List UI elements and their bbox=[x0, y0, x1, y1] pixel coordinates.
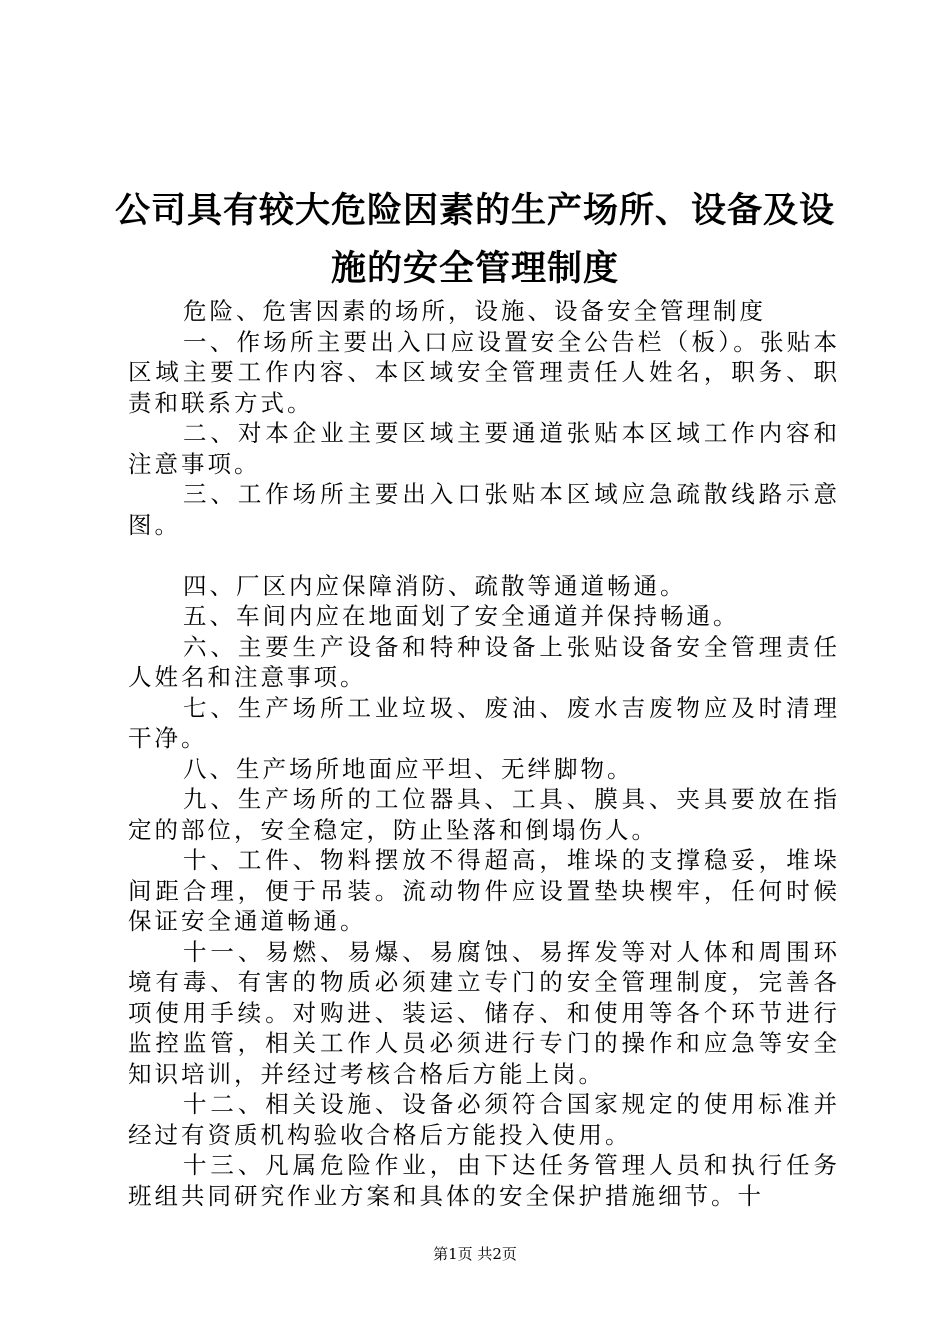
paragraph-8: 八、生产场所地面应平坦、无绊脚物。 bbox=[183, 754, 634, 783]
paragraph-intro: 危险、危害因素的场所，设施、设备安全管理制度 bbox=[183, 297, 766, 325]
page-footer: 第1页 共2页 bbox=[433, 1245, 517, 1263]
paragraph-9: 九、生产场所的工位器具、工具、膜具、夹具要放在指定的部位，安全稳定，防止坠落和倒塌伤人。 bbox=[128, 785, 840, 844]
title-line-2: 施的安全管理制度 bbox=[330, 248, 619, 289]
paragraph-7: 七、生产场所工业垃圾、废油、废水吉废物应及时清理干净。 bbox=[128, 693, 840, 752]
paragraph-13: 十三、凡属危险作业，由下达任务管理人员和执行任务班组共同研究作业方案和具体的安全保护措施细节。十 bbox=[128, 1151, 840, 1210]
paragraph-11: 十一、易燃、易爆、易腐蚀、易挥发等对人体和周围环境有毒、有害的物质必须建立专门的安全管理制度，完善各项使用手续。对购进、装运、储存、和使用等各个环节进行监控监管，相关工作人员必须进行专门的操作和应急等安全知识培训，并经过考核合格后方能上岗。 bbox=[128, 937, 840, 1088]
document-title bbox=[110, 182, 840, 298]
paragraph-1: 一、作场所主要出入口应设置安全公告栏（板）。张贴本区域主要工作内容、本区域安全管理责任人姓名，职务、职责和联系方式。 bbox=[128, 327, 840, 417]
paragraph-6: 六、主要生产设备和特种设备上张贴设备安全管理责任人姓名和注意事项。 bbox=[128, 632, 840, 691]
paragraph-4: 四、厂区内应保障消防、疏散等通道畅通。 bbox=[183, 571, 687, 600]
paragraph-12: 十二、相关设施、设备必须符合国家规定的使用标准并经过有资质机构验收合格后方能投入使用。 bbox=[128, 1090, 840, 1149]
paragraph-5: 五、车间内应在地面划了安全通道并保持畅通。 bbox=[183, 602, 740, 630]
title-line-1: 公司具有较大危险因素的生产场所、设备及设 bbox=[114, 190, 835, 231]
paragraph-10: 十、工件、物料摆放不得超高，堆垛的支撑稳妥，堆垛间距合理，便于吊装。流动物件应设置垫块楔牢，任何时候保证安全通道畅通。 bbox=[128, 846, 840, 935]
paragraph-2: 二、对本企业主要区域主要通道张贴本区域工作内容和注意事项。 bbox=[128, 419, 840, 478]
document-body bbox=[128, 296, 840, 1211]
paragraph-3: 三、工作场所主要出入口张贴本区域应急疏散线路示意图。 bbox=[128, 480, 840, 539]
